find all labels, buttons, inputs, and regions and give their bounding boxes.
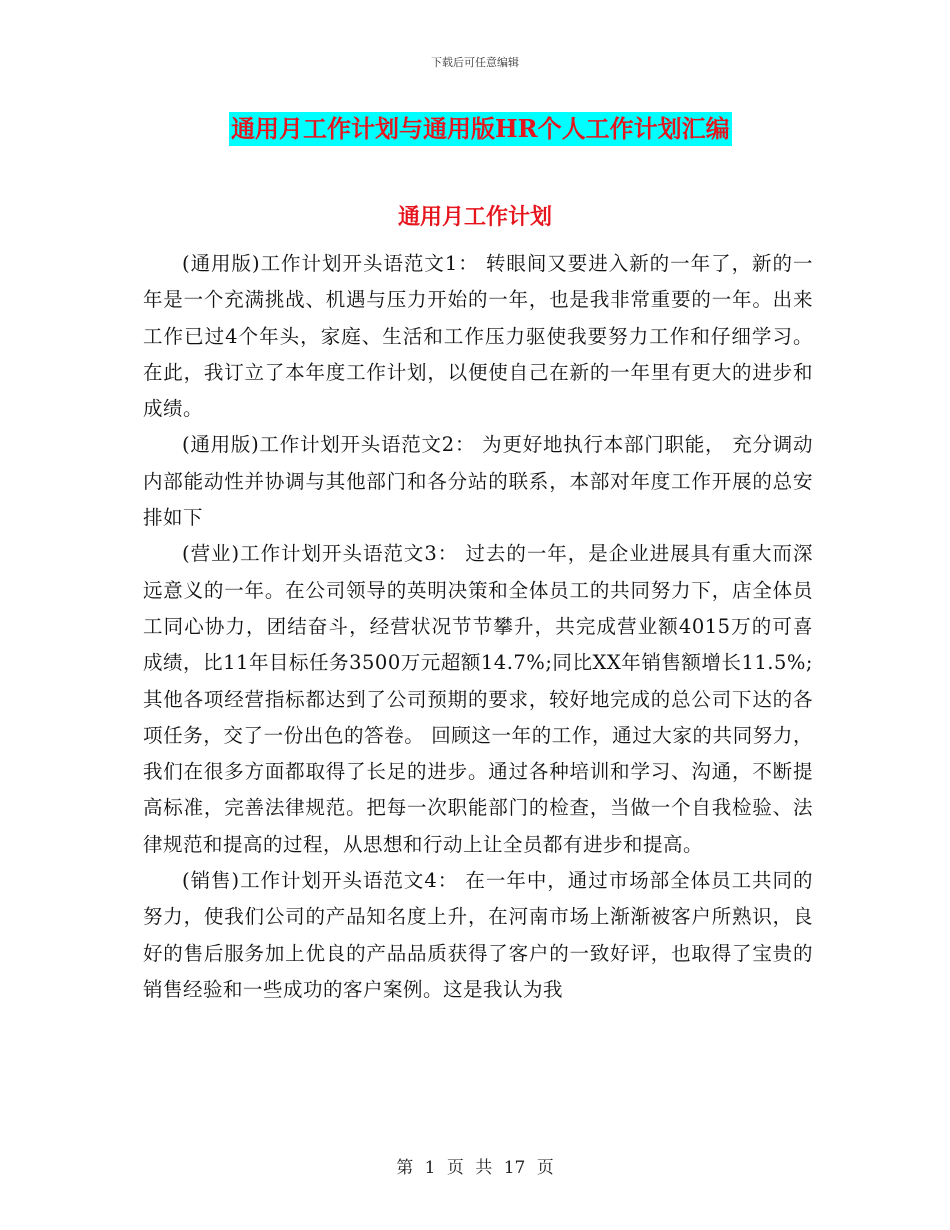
document-body (143, 246, 813, 1008)
paragraph-1: (通用版)工作计划开头语范文1： 转眼间又要进入新的一年了，新的一年是一个充满挑战、机遇与压力开始的一年，也是我非常重要的一年。出来工作已过4个年头，家庭、生活和工作压力驱使我要努力工作和仔细学习。在此，我订立了本年度工作计划，以便使自己在新的一年里有更大的进步和成绩。 (143, 252, 813, 421)
paragraph-3: (营业)工作计划开头语范文3： 过去的一年，是企业进展具有重大而深远意义的一年。在公司领导的英明决策和全体员工的共同努力下，店全体员工同心协力，团结奋斗，经营状况节节攀升，共完成营业额4015万的可喜成绩，比11年目标任务3500万元超额14.7%;同比XX年销售额增长11.5%;其他各项经营指标都达到了公司预期的要求，较好地完成的总公司下达的各项任务，交了一份出色的答卷。 回顾这一年的工作，通过大家的共同努力，我们在很多方面都取得了长足的进步。通过各种培训和学习、沟通，不断提高标准，完善法律规范。把每一次职能部门的检查，当做一个自我检验、法律规范和提高的过程，从思想和行动上让全员都有进步和提高。 (143, 542, 813, 856)
page-indicator: 第 1 页 共 17 页 (396, 1158, 554, 1178)
section-title: 通用月工作计划 (397, 204, 552, 230)
paragraph-2: (通用版)工作计划开头语范文2： 为更好地执行本部门职能， 充分调动内部能动性并协调与其他部门和各分站的联系，本部对年度工作开展的总安排如下 (143, 433, 813, 530)
paragraph-4: (销售)工作计划开头语范文4： 在一年中，通过市场部全体员工共同的努力，使我们公司的产品知名度上升，在河南市场上渐渐被客户所熟识，良好的售后服务加上优良的产品品质获得了客户的一致好评，也取得了宝贵的销售经验和一些成功的客户案例。这是我认为我 (143, 869, 813, 1001)
document-title: 通用月工作计划与通用版HR个人工作计划汇编 (229, 112, 732, 146)
header-note: 下载后可任意编辑 (431, 56, 519, 69)
